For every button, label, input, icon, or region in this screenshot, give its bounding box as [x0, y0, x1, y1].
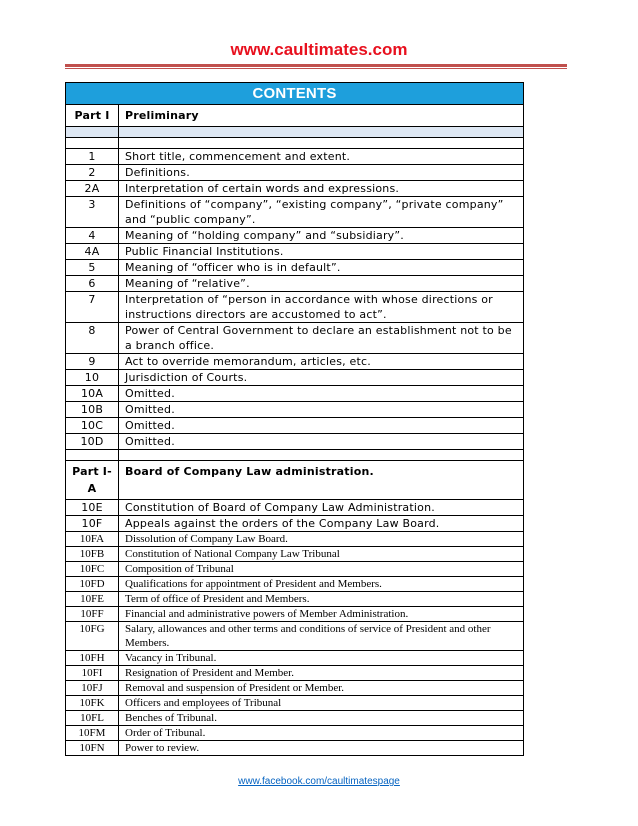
section-title: Benches of Tribunal.: [119, 711, 524, 726]
table-row: [66, 651, 524, 666]
table-row: [66, 726, 524, 741]
table-row: [66, 532, 524, 547]
section-title: Financial and administrative powers of Member Administration.: [119, 607, 524, 622]
table-row: [66, 562, 524, 577]
section-title: Interpretation of certain words and expressions.: [119, 181, 524, 197]
section-number: 10A: [66, 386, 119, 402]
section-number: 10E: [66, 500, 119, 516]
section-number: 4: [66, 228, 119, 244]
table-row: [66, 711, 524, 726]
section-number: 10FB: [66, 547, 119, 562]
table-row: [66, 607, 524, 622]
section-title: Qualifications for appointment of President and Members.: [119, 577, 524, 592]
footer-link[interactable]: www.facebook.com/caultimatespage: [238, 776, 400, 787]
table-row: [66, 228, 524, 244]
table-row: [66, 260, 524, 276]
header-rule-thin: [65, 68, 567, 69]
section-number: 10D: [66, 434, 119, 450]
section-number: 3: [66, 197, 119, 228]
header-rule: [65, 64, 567, 67]
table-row: [66, 354, 524, 370]
section-title: Term of office of President and Members.: [119, 592, 524, 607]
table-row: [66, 434, 524, 450]
section-number: 5: [66, 260, 119, 276]
table-row: [66, 666, 524, 681]
site-header-url[interactable]: www.caultimates.com: [230, 40, 408, 59]
section-number: 10FF: [66, 607, 119, 622]
section-title: Power to review.: [119, 741, 524, 756]
section-number: 10C: [66, 418, 119, 434]
section-title: Omitted.: [119, 386, 524, 402]
section-title: Officers and employees of Tribunal: [119, 696, 524, 711]
section-number: 10F: [66, 516, 119, 532]
section-title: Definitions.: [119, 165, 524, 181]
section-title: Omitted.: [119, 418, 524, 434]
contents-table: [65, 82, 524, 756]
section-title: Omitted.: [119, 402, 524, 418]
section-number: 10FL: [66, 711, 119, 726]
table-row: [66, 244, 524, 260]
section-number: 10FM: [66, 726, 119, 741]
table-row: [66, 547, 524, 562]
table-row: [66, 292, 524, 323]
section-number: 10: [66, 370, 119, 386]
section-number: 2A: [66, 181, 119, 197]
section-number: 10FN: [66, 741, 119, 756]
section-title: Composition of Tribunal: [119, 562, 524, 577]
section-title: Constitution of Board of Company Law Administration.: [119, 500, 524, 516]
section-number: 10FE: [66, 592, 119, 607]
section-number: 7: [66, 292, 119, 323]
part-header-row: [66, 461, 524, 500]
section-title: Short title, commencement and extent.: [119, 149, 524, 165]
section-title: Meaning of “officer who is in default”.: [119, 260, 524, 276]
section-title: Order of Tribunal.: [119, 726, 524, 741]
section-title: Constitution of National Company Law Tribunal: [119, 547, 524, 562]
section-title: Dissolution of Company Law Board.: [119, 532, 524, 547]
section-number: 10FC: [66, 562, 119, 577]
table-row: [66, 516, 524, 532]
section-title: Removal and suspension of President or Member.: [119, 681, 524, 696]
section-number: 10FA: [66, 532, 119, 547]
part-name: Board of Company Law administration.: [119, 461, 524, 500]
part-label: Part I: [66, 105, 119, 127]
part-name: Preliminary: [119, 105, 524, 127]
section-number: 10FD: [66, 577, 119, 592]
part-header-row: [66, 105, 524, 127]
table-row: [66, 418, 524, 434]
part-label: Part I-A: [66, 461, 119, 500]
section-number: 10FI: [66, 666, 119, 681]
section-title: Salary, allowances and other terms and conditions of service of President and other Members.: [119, 622, 524, 651]
table-row: [66, 592, 524, 607]
section-number: 10B: [66, 402, 119, 418]
table-row: [66, 276, 524, 292]
section-title: Appeals against the orders of the Company Law Board.: [119, 516, 524, 532]
spacer-row: [66, 138, 524, 149]
table-row: [66, 622, 524, 651]
section-title: Interpretation of “person in accordance with whose directions or instructions directors are accustomed to act”.: [119, 292, 524, 323]
table-row: [66, 681, 524, 696]
section-title: Meaning of “relative”.: [119, 276, 524, 292]
section-title: Definitions of “company”, “existing company”, “private company” and “public company”.: [119, 197, 524, 228]
section-title: Resignation of President and Member.: [119, 666, 524, 681]
section-number: 9: [66, 354, 119, 370]
section-number: 8: [66, 323, 119, 354]
section-number: 10FH: [66, 651, 119, 666]
section-number: 10FG: [66, 622, 119, 651]
table-row: [66, 370, 524, 386]
table-row: [66, 386, 524, 402]
table-row: [66, 577, 524, 592]
spacer-row: [66, 450, 524, 461]
table-row: [66, 741, 524, 756]
section-number: 4A: [66, 244, 119, 260]
section-title: Power of Central Government to declare an establishment not to be a branch office.: [119, 323, 524, 354]
section-title: Act to override memorandum, articles, etc.: [119, 354, 524, 370]
section-number: 10FJ: [66, 681, 119, 696]
section-number: 10FK: [66, 696, 119, 711]
spacer-row: [66, 127, 524, 138]
contents-title: CONTENTS: [66, 83, 524, 105]
section-number: 2: [66, 165, 119, 181]
section-title: Public Financial Institutions.: [119, 244, 524, 260]
table-row: [66, 149, 524, 165]
section-title: Vacancy in Tribunal.: [119, 651, 524, 666]
section-number: 1: [66, 149, 119, 165]
contents-title-row: [66, 83, 524, 105]
site-footer: [0, 776, 638, 787]
table-row: [66, 402, 524, 418]
table-row: [66, 500, 524, 516]
table-row: [66, 181, 524, 197]
table-row: [66, 165, 524, 181]
table-row: [66, 323, 524, 354]
section-title: Omitted.: [119, 434, 524, 450]
section-title: Meaning of “holding company” and “subsidiary”.: [119, 228, 524, 244]
section-number: 6: [66, 276, 119, 292]
table-row: [66, 197, 524, 228]
section-title: Jurisdiction of Courts.: [119, 370, 524, 386]
table-row: [66, 696, 524, 711]
